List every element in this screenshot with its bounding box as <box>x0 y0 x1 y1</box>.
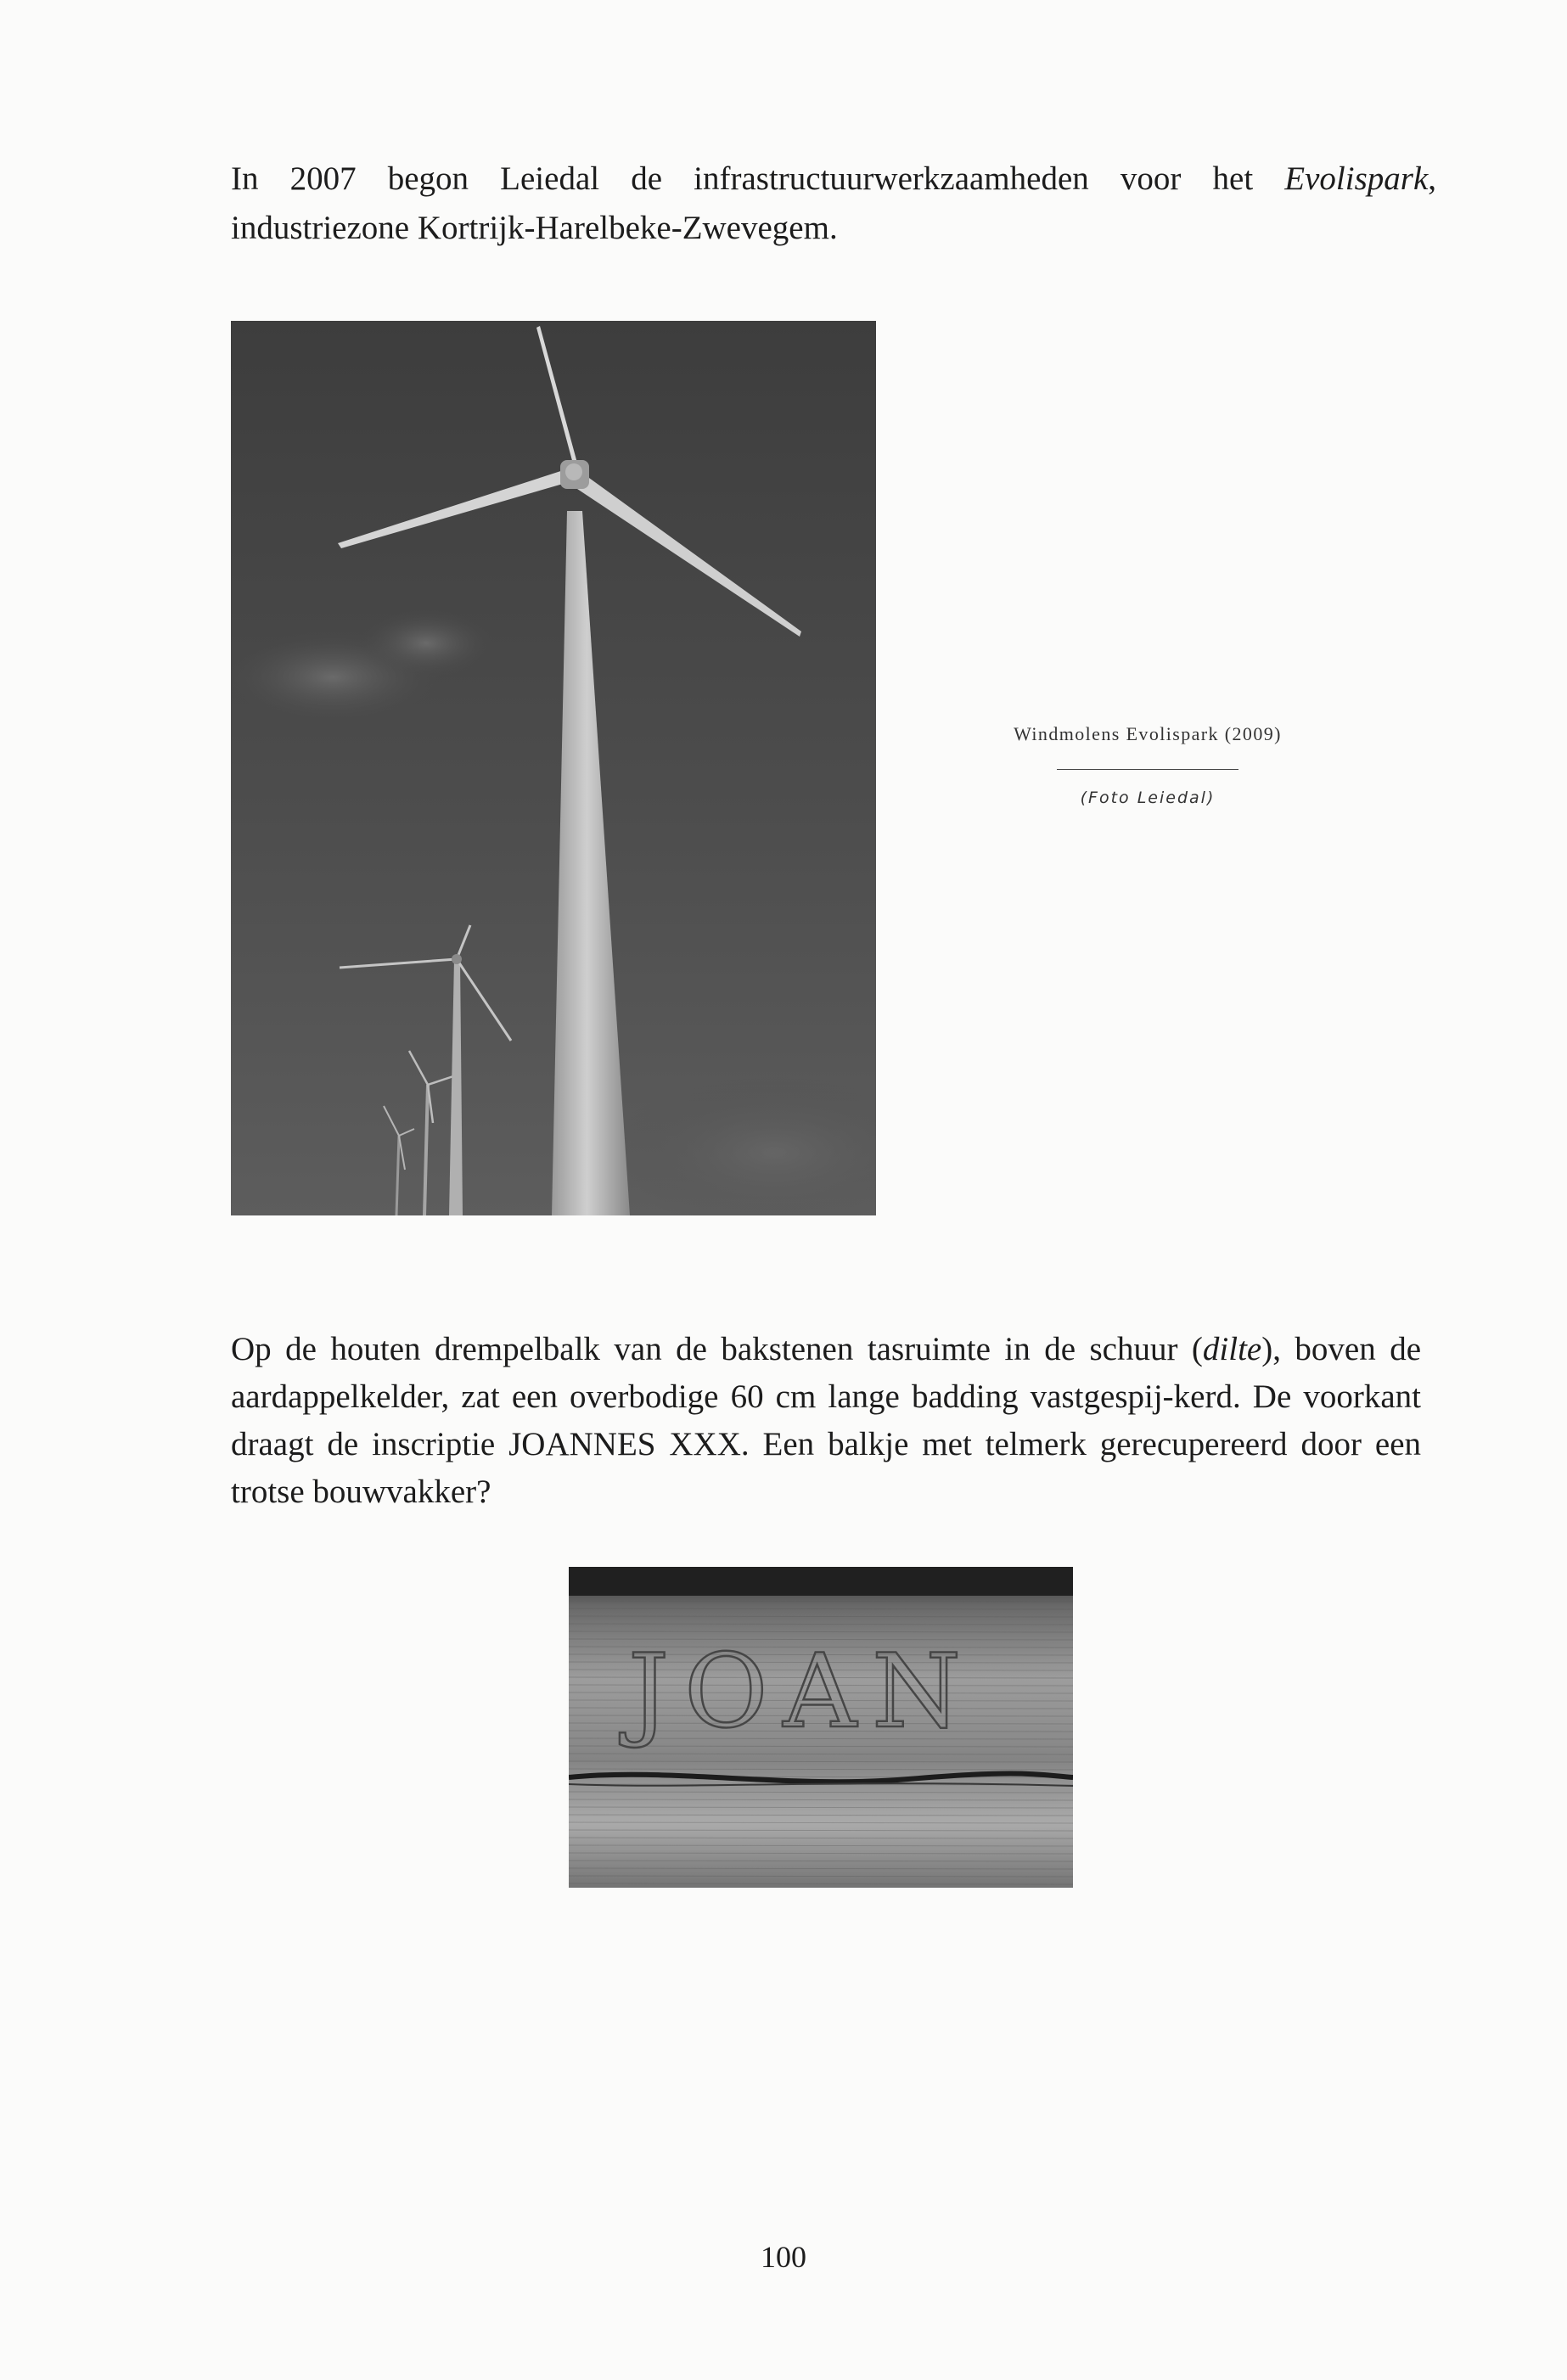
caption-title: Windmolens Evolispark (2009) <box>1014 723 1282 744</box>
body-text-start: Op de houten drempelbalk van de bakstenen tasruimte in de schuur ( <box>231 1331 1203 1367</box>
figure-caption <box>930 723 1365 807</box>
inscribed-beam-photo <box>569 1567 1073 1888</box>
body-paragraph <box>231 1326 1421 1516</box>
intro-paragraph <box>231 154 1436 253</box>
intro-emphasis: Evolispark <box>1284 160 1429 197</box>
wind-turbines-photo <box>231 321 876 1215</box>
beam-inscription: JOAN <box>628 1633 977 1751</box>
intro-text-start: In 2007 begon Leiedal de infrastructuurwerkzaamheden voor het <box>231 160 1285 197</box>
page-number: 100 <box>761 2240 806 2274</box>
body-text-end: ), boven de aardappelkelder, zat een overbodige 60 cm lange badding vastgespij-kerd. De voorkant draagt de inscriptie JOANNES XXX. Een balkje met telmerk gerecupereerd door een trotse bouwvakker? <box>231 1331 1422 1510</box>
caption-divider <box>1057 769 1238 770</box>
intro-text-end: , industriezone Kortrijk-Harelbeke-Zwevegem. <box>231 160 1436 246</box>
photo-credit: (Foto Leiedal) <box>1080 789 1216 807</box>
body-emphasis: dilte <box>1202 1331 1262 1367</box>
